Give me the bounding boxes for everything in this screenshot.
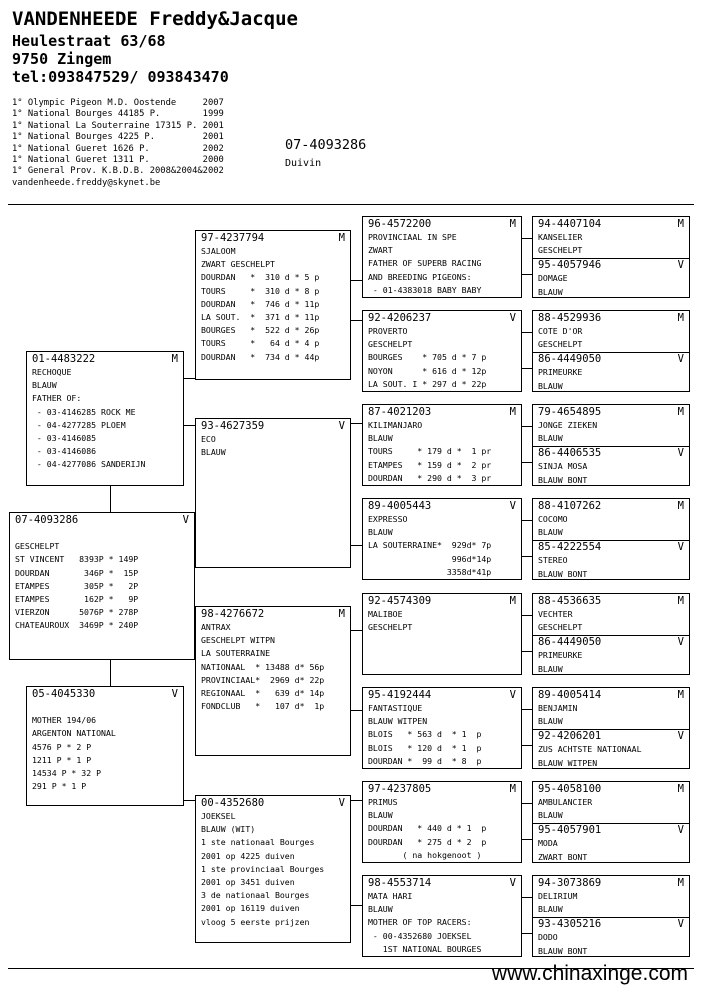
pigeon-ring-header bbox=[32, 688, 178, 701]
ring-number: 96-4572200 bbox=[368, 218, 432, 230]
pigeon-card-92-4574309 bbox=[362, 593, 522, 675]
pigeon-info-line: 3358d*41p bbox=[368, 566, 492, 577]
pigeon-info-line: - 04-4277086 SANDERIJN bbox=[32, 459, 146, 470]
ring-number: 94-3073869 bbox=[538, 877, 602, 889]
sex-marker: V bbox=[509, 689, 516, 701]
pigeon-info-line: BLAUW bbox=[538, 716, 563, 727]
pigeon-ring-header bbox=[538, 406, 684, 419]
pigeon-info-line: KANSELIER bbox=[538, 232, 583, 242]
pigeon-info-line: BLAUW BONT bbox=[538, 945, 588, 956]
pigeon-info-line: - 03-4146285 ROCK ME bbox=[32, 406, 136, 417]
achievement: 1° National Bourges 44185 P. 1999 bbox=[12, 109, 224, 120]
pigeon-info-line: TOURS * 179 d * 1 pr bbox=[368, 446, 492, 457]
pigeon-info-line: ( na hokgenoot ) bbox=[368, 849, 482, 860]
ring-number: 98-4553714 bbox=[368, 877, 432, 889]
connector-line bbox=[522, 933, 532, 934]
pigeon-info-line bbox=[32, 701, 178, 714]
sex-marker: V bbox=[338, 797, 345, 809]
pigeon-info-line: VIERZON 5076P * 278P bbox=[15, 607, 139, 618]
sex-marker: M bbox=[509, 406, 516, 418]
pigeon-info-line: BOURGES * 705 d * 7 p bbox=[368, 352, 487, 363]
pigeon-info-line: ST VINCENT 8393P * 149P bbox=[15, 554, 139, 565]
pigeon-ring-header bbox=[201, 797, 345, 810]
pigeon-info-line: FONDCLUB * 107 d* 1p bbox=[201, 701, 325, 712]
connector-line bbox=[522, 745, 532, 746]
pigeon-info-line: CHATEAUROUX 3469P * 240P bbox=[15, 620, 139, 631]
pigeon-ring-header bbox=[368, 500, 516, 513]
ancestor-female bbox=[533, 823, 689, 863]
pigeon-ring-header bbox=[368, 406, 516, 419]
pigeon-info-line: - 03-4146085 bbox=[32, 433, 97, 444]
sex-marker: V bbox=[182, 514, 189, 526]
sex-marker: V bbox=[677, 447, 684, 460]
pigeon-info-line: DELIRIUM bbox=[538, 891, 578, 901]
pigeon-ring-header bbox=[538, 877, 684, 890]
connector-line bbox=[522, 520, 532, 521]
pigeon-info-line: NATIONAAL * 13488 d* 56p bbox=[201, 661, 325, 672]
pigeon-info-line: REGIONAAL * 639 d* 14p bbox=[201, 688, 325, 699]
ring-number: 97-4237805 bbox=[368, 783, 432, 795]
pigeon-info-line: DOURDAN * 310 d * 5 p bbox=[201, 272, 320, 283]
sex-marker: V bbox=[677, 259, 684, 272]
pigeon-info-line: 1 ste provinciaal Bourges bbox=[201, 863, 325, 874]
pigeon-card-97-4237805 bbox=[362, 781, 522, 863]
pigeon-ring-header bbox=[538, 595, 684, 608]
pigeon-info-line: ETAMPES * 159 d * 2 pr bbox=[368, 459, 492, 470]
pigeon-info-line: DOURDAN * 275 d * 2 p bbox=[368, 836, 487, 847]
pigeon-info-line: 996d*14p bbox=[368, 553, 492, 564]
pigeon-card-05-4045330 bbox=[26, 686, 184, 806]
owner-street: Heulestraat 63/68 bbox=[12, 32, 166, 50]
sex-marker: M bbox=[677, 500, 684, 512]
pigeon-ring-header bbox=[368, 783, 516, 796]
sex-marker: V bbox=[509, 877, 516, 889]
pigeon-card-89-4005443 bbox=[362, 498, 522, 580]
ring-number: 89-4005443 bbox=[368, 500, 432, 512]
pigeon-info-line: BLAUW bbox=[538, 663, 563, 674]
pigeon-info-line: GESCHELPT bbox=[538, 245, 583, 256]
pigeon-info-line: BLAUW bbox=[538, 380, 563, 391]
pigeon-info-line: BLAUW bbox=[368, 810, 393, 821]
pigeon-ring-header bbox=[201, 232, 345, 245]
header-divider bbox=[8, 204, 694, 205]
pigeon-info-line: DOURDAN * 290 d * 3 pr bbox=[368, 472, 492, 483]
pigeon-ring-header bbox=[368, 312, 516, 325]
ring-number: 79-4654895 bbox=[538, 406, 602, 418]
ancestor-female bbox=[533, 635, 689, 675]
connector-line bbox=[522, 462, 532, 463]
pigeon-info-line: vloog 5 eerste prijzen bbox=[201, 916, 310, 927]
pigeon-info-line: PRIMEURKE bbox=[538, 650, 583, 661]
connector-line bbox=[351, 423, 362, 424]
sex-marker: M bbox=[509, 595, 516, 607]
ring-number: 89-4005414 bbox=[538, 689, 602, 701]
achievements-list bbox=[12, 98, 224, 189]
pigeon-ring-header bbox=[538, 783, 684, 796]
pigeon-info-line: FATHER OF: bbox=[32, 393, 82, 404]
ring-number: 88-4536635 bbox=[538, 595, 602, 607]
ring-number: 86-4449050 bbox=[538, 636, 602, 649]
pigeon-info-line: BLAUW WITPEN bbox=[538, 757, 598, 768]
pigeon-info-line: BLAUW bbox=[538, 433, 563, 444]
pigeon-ring-header bbox=[538, 541, 684, 554]
pigeon-info-line: ZWART bbox=[368, 245, 393, 256]
pigeon-info-line: DOMAGE bbox=[538, 273, 568, 284]
pigeon-card-93-4627359 bbox=[195, 418, 351, 568]
ancestor-male bbox=[538, 312, 684, 351]
ring-number: 92-4206237 bbox=[368, 312, 432, 324]
connector-line bbox=[522, 803, 532, 804]
pigeon-info-line: GESCHELPT bbox=[368, 339, 413, 350]
sex-marker: M bbox=[677, 218, 684, 230]
sex-marker: M bbox=[171, 353, 178, 365]
pigeon-ring-header bbox=[538, 500, 684, 513]
sex-marker: V bbox=[677, 636, 684, 649]
achievement: 1° General Prov. K.B.D.B. 2008&2004&2002 bbox=[12, 166, 224, 177]
grandparent-pair-card bbox=[532, 216, 690, 298]
connector-line bbox=[522, 332, 532, 333]
pigeon-info-line: BLAUW bbox=[368, 433, 393, 444]
pigeon-info-line: BLAUW (WIT) bbox=[201, 824, 256, 835]
pigeon-info-line: DOURDAN * 746 d * 11p bbox=[201, 298, 320, 309]
pigeon-card-96-4572200 bbox=[362, 216, 522, 298]
ring-number: 07-4093286 bbox=[15, 514, 79, 526]
ring-number: 94-4407104 bbox=[538, 218, 602, 230]
ancestor-male bbox=[538, 783, 684, 822]
pigeon-info-line: ZWART BONT bbox=[538, 851, 588, 862]
pigeon-ring-header bbox=[201, 420, 345, 433]
sex-marker: V bbox=[171, 688, 178, 700]
pigeon-info-line: FATHER OF SUPERB RACING bbox=[368, 258, 482, 269]
pigeon-info-line: BLAUW bbox=[538, 286, 563, 297]
sex-marker: V bbox=[509, 500, 516, 512]
sex-marker: V bbox=[677, 541, 684, 554]
pigeon-info-line: BLAUW bbox=[368, 527, 393, 538]
connector-line bbox=[522, 651, 532, 652]
connector-line bbox=[351, 800, 362, 801]
pigeon-ring-header bbox=[538, 259, 684, 272]
pigeon-info-line: MODA bbox=[538, 838, 558, 849]
pigeon-info-line: COCOMO bbox=[538, 514, 568, 524]
sex-marker: V bbox=[677, 918, 684, 931]
ring-number: 93-4305216 bbox=[538, 918, 602, 931]
pigeon-info-line: GESCHELPT bbox=[15, 541, 60, 552]
ring-number: 87-4021203 bbox=[368, 406, 432, 418]
achievement: 1° National La Souterraine 17315 P. 2001 bbox=[12, 120, 224, 131]
pigeon-info-line: BENJAMIN bbox=[538, 703, 578, 713]
pigeon-info-line: PROVERTO bbox=[368, 326, 408, 336]
ancestor-female bbox=[533, 258, 689, 298]
achievement: 1° National Bourges 4225 P. 2001 bbox=[12, 132, 224, 143]
sex-marker: V bbox=[338, 420, 345, 432]
ring-number: 00-4352680 bbox=[201, 797, 265, 809]
pigeon-info-line: LA SOUT. I * 297 d * 22p bbox=[368, 378, 487, 389]
pigeon-info-line: GESCHELPT bbox=[538, 622, 583, 633]
pigeon-info-line: ZWART GESCHELPT bbox=[201, 259, 275, 270]
pigeon-info-line: PROVINCIAAL IN SPE bbox=[368, 232, 457, 242]
pigeon-info-line: BLAUW bbox=[538, 904, 563, 915]
grandparent-pair-card bbox=[532, 781, 690, 863]
ancestor-male bbox=[538, 218, 684, 257]
owner-phone: tel:093847529/ 093843470 bbox=[12, 68, 229, 86]
pigeon-info-line: ZUS ACHTSTE NATIONAAL bbox=[538, 744, 642, 755]
connector-line bbox=[522, 615, 532, 616]
pigeon-info-line: 14534 P * 32 P bbox=[32, 768, 102, 779]
pigeon-info-line: PRIMEURKE bbox=[538, 367, 583, 378]
connector-line bbox=[351, 545, 362, 546]
pigeon-info-line: AND BREEDING PIGEONS: bbox=[368, 271, 472, 282]
grandparent-pair-card bbox=[532, 875, 690, 957]
owner-city: 9750 Zingem bbox=[12, 50, 112, 68]
connector-line bbox=[522, 709, 532, 710]
pigeon-card-07-4093286 bbox=[9, 512, 195, 660]
pigeon-card-92-4206237 bbox=[362, 310, 522, 392]
connector-line bbox=[351, 630, 362, 631]
pigeon-info-line: RECHOQUE bbox=[32, 367, 72, 377]
pigeon-info-line: - 00-4352680 JOEKSEL bbox=[368, 930, 472, 941]
ring-number: 95-4058100 bbox=[538, 783, 602, 795]
grandparent-pair-card bbox=[532, 687, 690, 769]
pigeon-info-line: - 04-4277285 PLOEM bbox=[32, 419, 126, 430]
pigeon-ring-header bbox=[538, 689, 684, 702]
connector-line bbox=[522, 238, 532, 239]
pigeon-info-line: GESCHELPT WITPN bbox=[201, 635, 275, 646]
ancestor-female bbox=[533, 917, 689, 957]
pigeon-info-line: BLAUW bbox=[368, 904, 393, 915]
pigeon-info-line: - 01-4383018 BABY BABY bbox=[368, 284, 482, 295]
sex-marker: M bbox=[509, 783, 516, 795]
pigeon-ring-header bbox=[538, 824, 684, 837]
pigeon-info-line: MATA HARI bbox=[368, 891, 413, 901]
pigeon-ring-header bbox=[538, 218, 684, 231]
pigeon-info-line: LA SOUTERRAINE* 929d* 7p bbox=[368, 540, 492, 551]
ring-number: 88-4107262 bbox=[538, 500, 602, 512]
grandparent-pair-card bbox=[532, 404, 690, 486]
sex-marker: V bbox=[677, 730, 684, 743]
sex-marker: M bbox=[677, 595, 684, 607]
pigeon-info-line: FANTASTIQUE bbox=[368, 703, 423, 713]
pigeon-info-line: COTE D'OR bbox=[538, 326, 583, 336]
pigeon-info-line: TOURS * 310 d * 8 p bbox=[201, 285, 320, 296]
connector-line bbox=[110, 486, 111, 512]
sex-marker: M bbox=[509, 218, 516, 230]
ancestor-male bbox=[538, 877, 684, 916]
pigeon-info-line: PROVINCIAAL* 2969 d* 22p bbox=[201, 674, 325, 685]
pigeon-info-line: STEREO bbox=[538, 555, 568, 566]
ring-number: 92-4574309 bbox=[368, 595, 432, 607]
owner-name: VANDENHEEDE Freddy&Jacque bbox=[12, 8, 298, 30]
connector-line bbox=[184, 378, 195, 379]
pigeon-info-line: AMBULANCIER bbox=[538, 797, 593, 807]
pigeon-info-line: JONGE ZIEKEN bbox=[538, 420, 598, 430]
pigeon-card-98-4553714 bbox=[362, 875, 522, 957]
connector-line bbox=[184, 800, 195, 801]
ring-number: 95-4057946 bbox=[538, 259, 602, 272]
pigeon-info-line: BLAUW WITPEN bbox=[368, 716, 428, 727]
pigeon-card-95-4192444 bbox=[362, 687, 522, 769]
pigeon-ring-header bbox=[538, 730, 684, 743]
pigeon-info-line: MOTHER OF TOP RACERS: bbox=[368, 917, 472, 928]
ancestor-male bbox=[538, 500, 684, 539]
pigeon-info-line: TOURS * 64 d * 4 p bbox=[201, 338, 320, 349]
ring-number: 93-4627359 bbox=[201, 420, 265, 432]
grandparent-pair-card bbox=[532, 498, 690, 580]
pigeon-ring-header bbox=[538, 312, 684, 325]
ring-number: 88-4529936 bbox=[538, 312, 602, 324]
pigeon-info-line: DOURDAN * 99 d * 8 p bbox=[368, 755, 482, 766]
pigeon-info-line: ETAMPES 305P * 2P bbox=[15, 580, 139, 591]
sex-marker: V bbox=[677, 824, 684, 837]
pigeon-card-00-4352680 bbox=[195, 795, 351, 943]
grandparent-pair-card bbox=[532, 310, 690, 392]
connector-line bbox=[522, 274, 532, 275]
pigeon-info-line: BLAUW bbox=[201, 447, 226, 458]
pigeon-info-line: 3 de nationaal Bourges bbox=[201, 890, 310, 901]
sex-marker: V bbox=[677, 353, 684, 366]
pigeon-info-line: BOURGES * 522 d * 26p bbox=[201, 325, 320, 336]
pigeon-info-line: DOURDAN 346P * 15P bbox=[15, 567, 139, 578]
sex-marker: M bbox=[677, 689, 684, 701]
pigeon-info-line: EXPRESSO bbox=[368, 514, 408, 524]
pigeon-info-line: LA SOUT. * 371 d * 11p bbox=[201, 312, 320, 323]
main-pigeon-sex: Duivin bbox=[285, 158, 322, 169]
pigeon-info-line: DOURDAN * 440 d * 1 p bbox=[368, 823, 487, 834]
pigeon-card-87-4021203 bbox=[362, 404, 522, 486]
connector-line bbox=[522, 368, 532, 369]
ring-number: 86-4449050 bbox=[538, 353, 602, 366]
sex-marker: M bbox=[338, 608, 345, 620]
sex-marker: M bbox=[677, 877, 684, 889]
achievement: 1° National Gueret 1626 P. 2002 bbox=[12, 143, 224, 154]
pigeon-ring-header bbox=[32, 353, 178, 366]
pigeon-info-line: MOTHER 194/06 bbox=[32, 715, 97, 726]
ring-number: 95-4057901 bbox=[538, 824, 602, 837]
pigeon-info-line: VECHTER bbox=[538, 609, 573, 619]
pigeon-info-line: KILIMANJARO bbox=[368, 420, 423, 430]
ring-number: 85-4222554 bbox=[538, 541, 602, 554]
ring-number: 05-4045330 bbox=[32, 688, 96, 700]
pigeon-info-line: BLOIS * 563 d * 1 p bbox=[368, 729, 482, 740]
pigeon-info-line: BLAUW BONT bbox=[538, 568, 588, 579]
pigeon-info-line: 1211 P * 1 P bbox=[32, 754, 92, 765]
pigeon-info-line: ARGENTON NATIONAL bbox=[32, 728, 116, 739]
pigeon-ring-header bbox=[368, 689, 516, 702]
pigeon-card-01-4483222 bbox=[26, 351, 184, 486]
pigeon-info-line: ECO bbox=[201, 434, 216, 444]
connector-line bbox=[351, 280, 362, 281]
pigeon-info-line: BLAUW BONT bbox=[538, 474, 588, 485]
pigeon-ring-header bbox=[538, 636, 684, 649]
ring-number: 86-4406535 bbox=[538, 447, 602, 460]
pigeon-info-line: SINJA MOSA bbox=[538, 461, 588, 472]
connector-line bbox=[351, 320, 362, 321]
pigeon-ring-header bbox=[368, 877, 516, 890]
pigeon-info-line: 2001 op 16119 duiven bbox=[201, 903, 300, 914]
ring-number: 95-4192444 bbox=[368, 689, 432, 701]
pigeon-info-line: GESCHELPT bbox=[368, 622, 413, 633]
pigeon-ring-header bbox=[15, 514, 189, 527]
connector-line bbox=[522, 556, 532, 557]
pigeon-info-line: ANTRAX bbox=[201, 622, 231, 632]
ancestor-male bbox=[538, 406, 684, 445]
connector-line bbox=[351, 710, 362, 711]
ring-number: 98-4276672 bbox=[201, 608, 265, 620]
ancestor-female bbox=[533, 729, 689, 769]
ring-number: 97-4237794 bbox=[201, 232, 265, 244]
pigeon-info-line: - 03-4146086 bbox=[32, 446, 97, 457]
pigeon-ring-header bbox=[538, 447, 684, 460]
connector-line bbox=[184, 425, 195, 426]
pigeon-info-line: BLOIS * 120 d * 1 p bbox=[368, 742, 482, 753]
pigeon-ring-header bbox=[201, 608, 345, 621]
pigeon-info-line: BLAUW bbox=[538, 527, 563, 538]
pigeon-info-line: BLAUW bbox=[32, 380, 57, 391]
pigeon-info-line: NOYON * 616 d * 12p bbox=[368, 365, 487, 376]
pigeon-info-line: DOURDAN * 734 d * 44p bbox=[201, 351, 320, 362]
main-pigeon-ring: 07-4093286 bbox=[285, 137, 367, 153]
pigeon-info-line: 291 P * 1 P bbox=[32, 781, 87, 792]
pigeon-info-line: 2001 op 4225 duiven bbox=[201, 850, 295, 861]
ancestor-male bbox=[538, 595, 684, 634]
pigeon-info-line: 1 ste nationaal Bourges bbox=[201, 837, 315, 848]
pigeon-ring-header bbox=[368, 218, 516, 231]
ancestor-female bbox=[533, 352, 689, 392]
pigeon-info-line: MALIBOE bbox=[368, 609, 403, 619]
achievement: 1° National Gueret 1311 P. 2000 bbox=[12, 155, 224, 166]
pigeon-info-line: ETAMPES 162P * 9P bbox=[15, 594, 139, 605]
pigeon-card-98-4276672 bbox=[195, 606, 351, 756]
sex-marker: M bbox=[677, 783, 684, 795]
grandparent-pair-card bbox=[532, 593, 690, 675]
connector-line bbox=[110, 660, 111, 686]
connector-line bbox=[351, 905, 362, 906]
connector-line bbox=[522, 426, 532, 427]
ring-number: 92-4206201 bbox=[538, 730, 602, 743]
pigeon-ring-header bbox=[538, 353, 684, 366]
sex-marker: M bbox=[677, 312, 684, 324]
ancestor-female bbox=[533, 446, 689, 486]
achievement: 1° Olympic Pigeon M.D. Oostende 2007 bbox=[12, 98, 224, 108]
pigeon-info-line: PRIMUS bbox=[368, 797, 398, 807]
ring-number: 01-4483222 bbox=[32, 353, 96, 365]
pigeon-info-line: 4576 P * 2 P bbox=[32, 741, 92, 752]
pigeon-info-line: LA SOUTERRAINE bbox=[201, 648, 271, 659]
pigeon-info-line: 1ST NATIONAL BOURGES bbox=[368, 943, 482, 954]
sex-marker: V bbox=[509, 312, 516, 324]
connector-line bbox=[522, 897, 532, 898]
connector-line bbox=[522, 839, 532, 840]
pigeon-info-line: JOEKSEL bbox=[201, 811, 236, 821]
pigeon-info-line: SJALOOM bbox=[201, 246, 236, 256]
pigeon-ring-header bbox=[538, 918, 684, 931]
owner-email[interactable]: vandenheede.freddy@skynet.be bbox=[12, 177, 161, 188]
sex-marker: M bbox=[338, 232, 345, 244]
pigeon-ring-header bbox=[368, 595, 516, 608]
pigeon-info-line: DODO bbox=[538, 932, 558, 943]
pigeon-info-line: GESCHELPT bbox=[538, 339, 583, 350]
website-watermark: www.chinaxinge.com bbox=[491, 962, 688, 985]
ancestor-female bbox=[533, 540, 689, 580]
ancestor-male bbox=[538, 689, 684, 728]
pigeon-info-line: 2001 op 3451 duiven bbox=[201, 877, 295, 888]
pigeon-info-line: BLAUW bbox=[538, 810, 563, 821]
sex-marker: M bbox=[677, 406, 684, 418]
pigeon-card-97-4237794 bbox=[195, 230, 351, 380]
pigeon-info-line bbox=[15, 527, 189, 540]
